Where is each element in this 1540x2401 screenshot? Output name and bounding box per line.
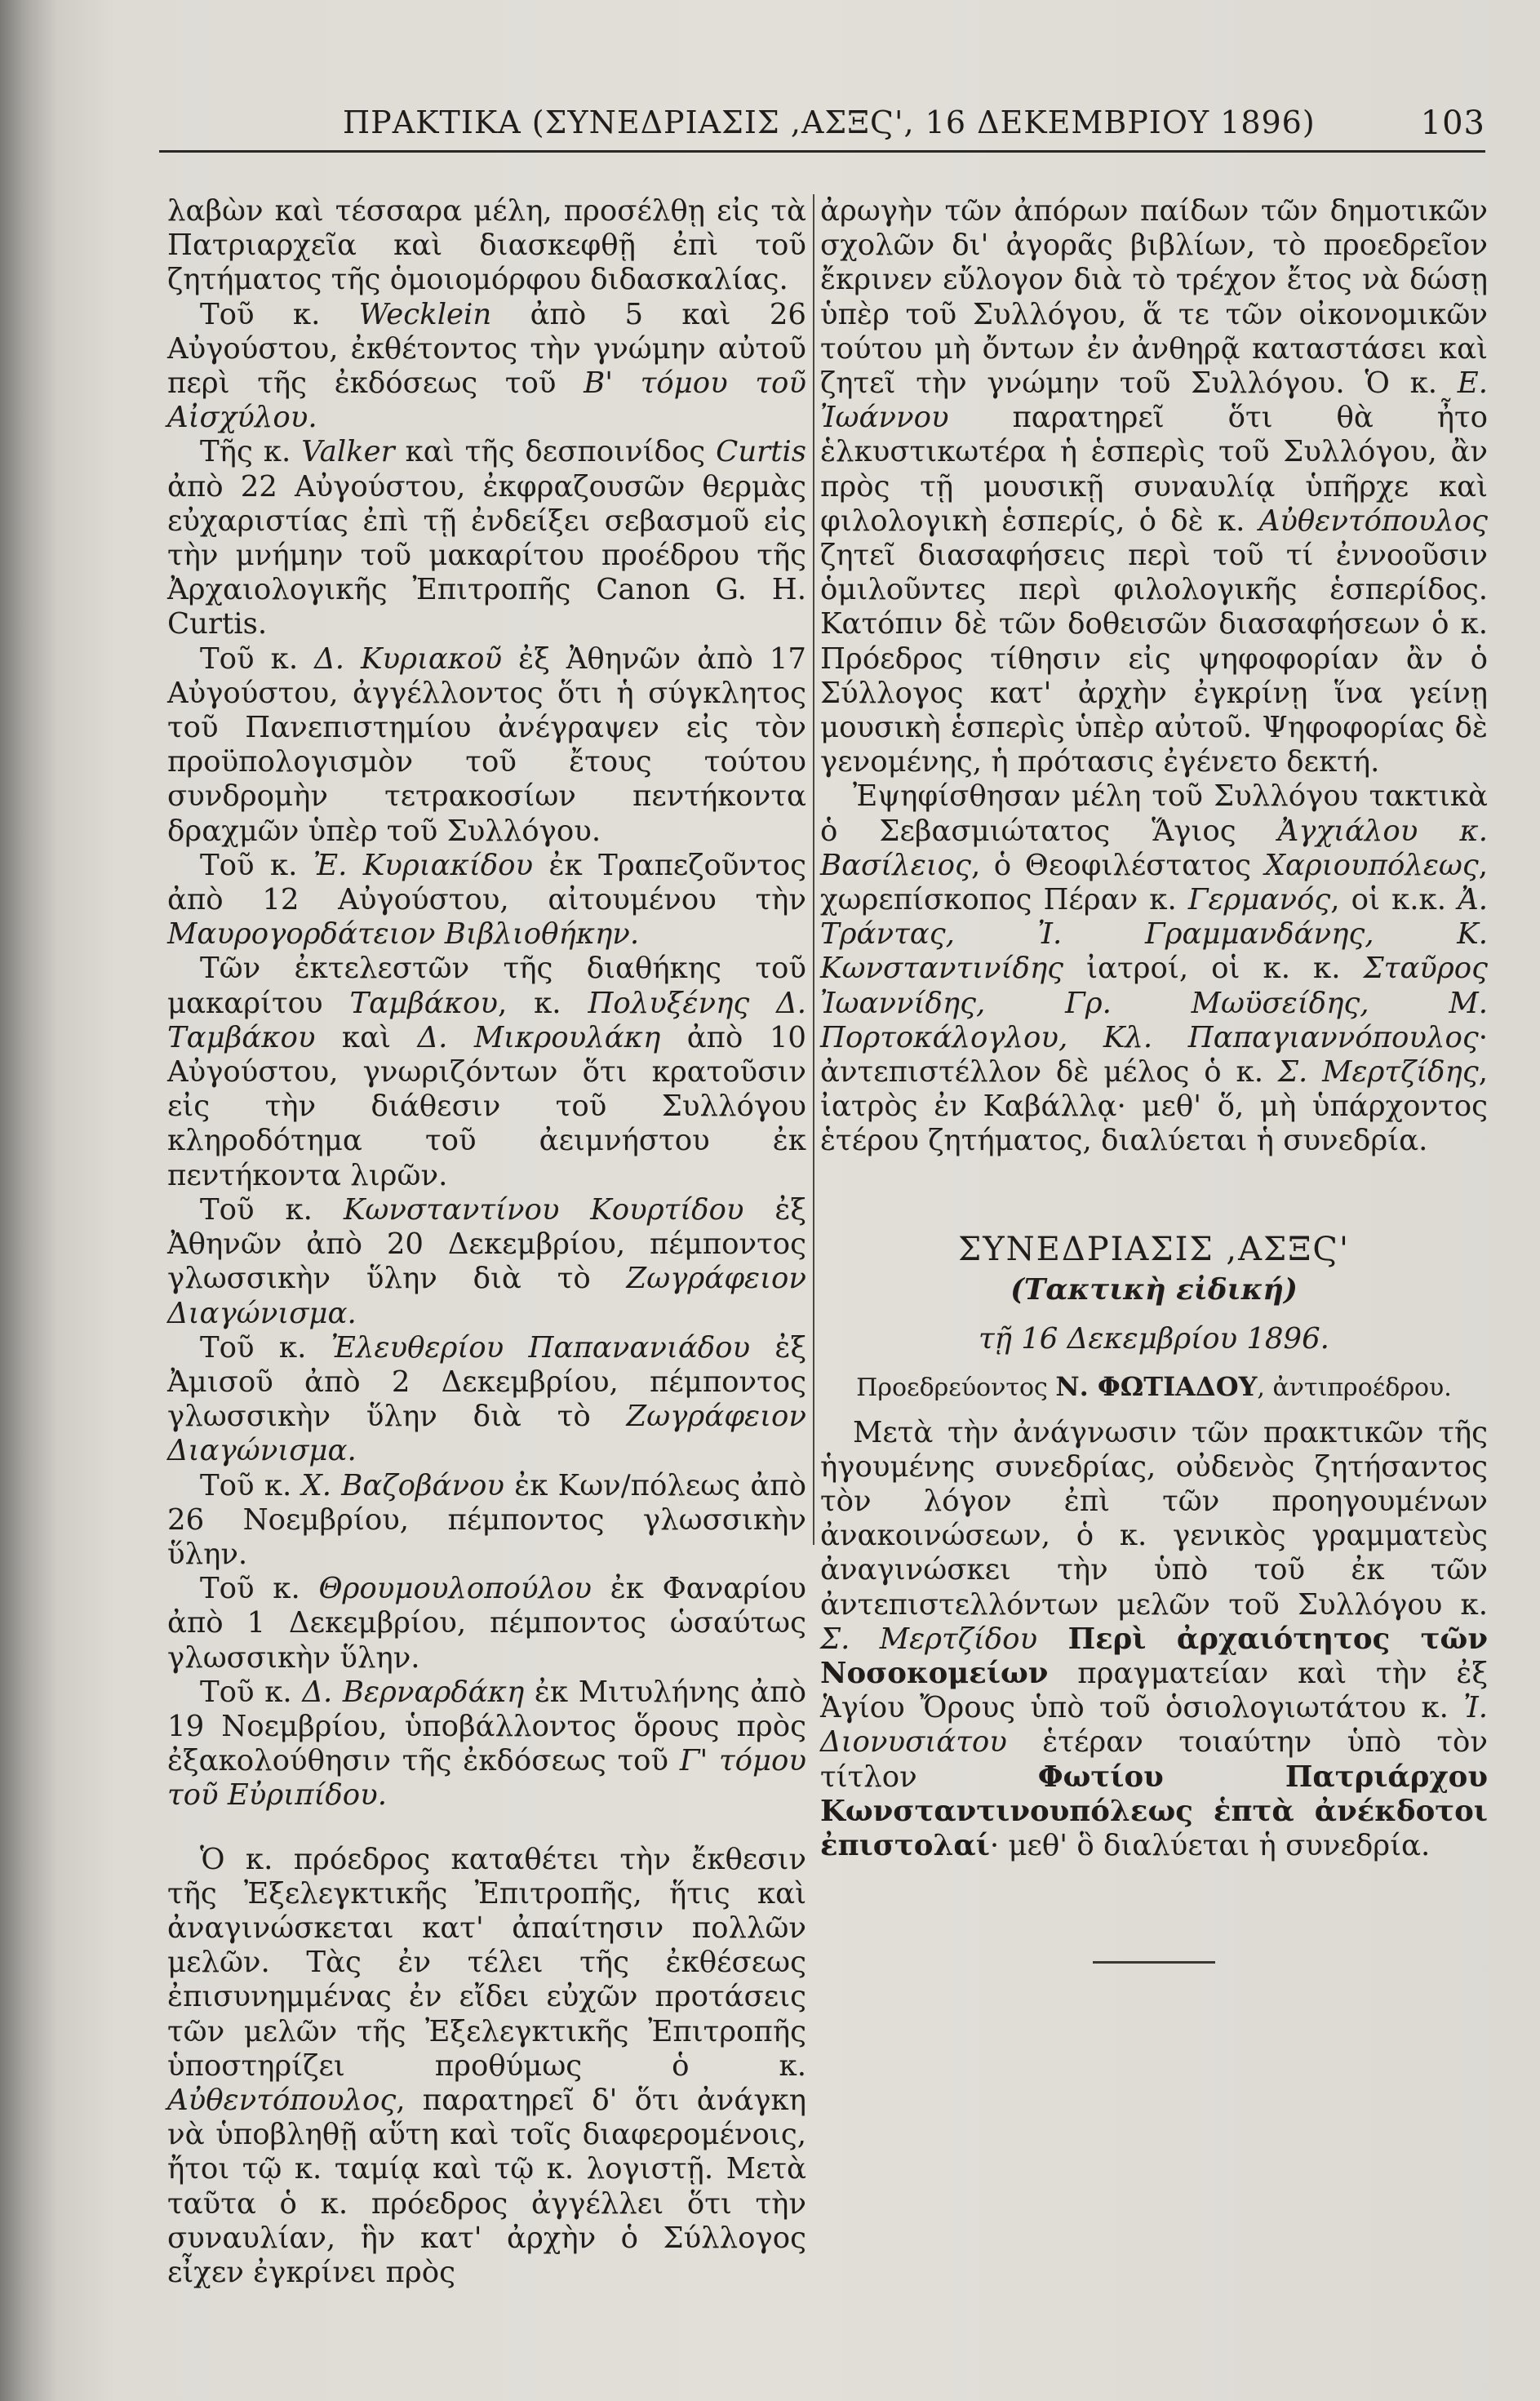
- paragraph: Τοῦ κ. Ἐλευθερίου Παπανανιάδου ἐξ Ἀμισοῦ ἀπὸ 2 Δεκεμβρίου, πέμποντος γλωσσικὴν ὕλην διὰ τὸ Ζωγράφειον Διαγώνισμα.: [167, 1330, 807, 1468]
- paragraph: Ἐψηφίσθησαν μέλη τοῦ Συλλόγου τακτικὰ ὁ Σεβασμιώτατος Ἅγιος Ἀγχιάλου κ. Βασίλειος, ὁ Θεοφιλέστατος Χαριουπόλεως, χωρεπίσκοπος Πέραν κ. Γερμανός, οἱ κ.κ. Ἀ. Τράντας, Ἰ. Γραμμανδάνης, Κ. Κωνσταντινίδης ἰατροί, οἱ κ. κ. Σταῦρος Ἰωαννίδης, Γρ. Μωϋσείδης, Μ. Πορτοκάλογλου, Κλ. Παπαγιαννόπουλος· ἀντεπιστέλλον δὲ μέλος ὁ κ. Σ. Μερτζίδης, ἰατρὸς ἐν Καβάλλᾳ· μεθ' ὅ, μὴ ὑπάρχοντος ἑτέρου ζητήματος, διαλύεται ἡ συνεδρία.: [820, 779, 1488, 1158]
- paragraph: Τοῦ κ. Wecklein ἀπὸ 5 καὶ 26 Αὐγούστου, ἐκθέτοντος τὴν γνώμην αὐτοῦ περὶ τῆς ἐκδόσεως τοῦ Β' τόμου τοῦ Αἰσχύλου.: [167, 297, 806, 435]
- running-title: ΠΡΑΚΤΙΚΑ (ΣΥΝΕΔΡΙΑΣΙΣ ,ΑΣΞϚ', 16 ΔΕΚΕΜΒΡΙΟΥ 1896): [343, 104, 1316, 140]
- end-rule: [1093, 1961, 1215, 1964]
- paragraph: Τοῦ κ. Χ. Βαζοβάνου ἐκ Κων/πόλεως ἀπὸ 26 Νοεμβρίου, πέμποντος γλωσσικὴν ὕλην.: [167, 1468, 806, 1571]
- column-divider: [813, 194, 814, 1545]
- header-rule: [159, 150, 1485, 153]
- paragraph: Τοῦ κ. Θρουμουλοπούλου ἐκ Φαναρίου ἀπὸ 1 Δεκεμβρίου, πέμποντος ὡσαύτως γλωσσικὴν ὕλην.: [167, 1572, 806, 1675]
- paragraph: Τοῦ κ. Δ. Βερναρδάκη ἐκ Μιτυλήνης ἀπὸ 19 Νοεμβρίου, ὑποβάλλοντος ὅρους πρὸς ἐξακολούθησιν τῆς ἐκδόσεως τοῦ Γ' τόμου τοῦ Εὐριπίδου.: [167, 1675, 806, 1813]
- paragraph: Τῶν ἐκτελεστῶν τῆς διαθήκης τοῦ μακαρίτου Ταμβάκου, κ. Πολυξένης Δ. Ταμβάκου καὶ Δ. Μικρουλάκη ἀπὸ 10 Αὐγούστου, γνωριζόντων ὅτι κρατοῦσιν εἰς τὴν διάθεσιν τοῦ Συλλόγου κληροδότημα τοῦ ἀειμνήστου ἐκ πεντήκοντα λιρῶν.: [167, 952, 807, 1192]
- left-column: [167, 194, 806, 2290]
- paragraph: Τῆς κ. Valker καὶ τῆς δεσποινίδος Curtis ἀπὸ 22 Αὐγούστου, ἐκφραζουσῶν θερμὰς εὐχαριστίας ἐπὶ τῇ ἐνδείξει σεβασμοῦ εἰς τὴν μνήμην τοῦ μακαρίτου προέδρου τῆς Ἀρχαιολογικῆς Ἐπιτροπῆς Canon G. H. Curtis.: [167, 435, 806, 641]
- paragraph: λαβὼν καὶ τέσσαρα μέλη, προσέλθῃ εἰς τὰ Πατριαρχεῖα καὶ διασκεφθῇ ἐπὶ τοῦ ζητήματος τῆς ὁμοιομόρφου διδασκαλίας.: [167, 194, 806, 297]
- presider-line: Προεδρεύοντος Ν. ΦΩΤΙΑΔΟΥ, ἀντιπροέδρου.: [856, 1371, 1452, 1403]
- paragraph: Ὁ κ. πρόεδρος καταθέτει τὴν ἔκθεσιν τῆς Ἐξελεγκτικῆς Ἐπιτροπῆς, ἥτις καὶ ἀναγινώσκεται κατ' ἀπαίτησιν πολλῶν μελῶν. Τὰς ἐν τέλει τῆς ἐκθέσεως ἐπισυνημμένας ἐν εἴδει εὐχῶν προτάσεις τῶν μελῶν τῆς Ἐξελεγκτικῆς Ἐπιτροπῆς ὑποστηρίζει προθύμως ὁ κ. Αὐθεντόπουλος, παρατηρεῖ δ' ὅτι ἀνάγκη νὰ ὑποβληθῇ αὕτη καὶ τοῖς διαφερομένοις, ἤτοι τῷ κ. ταμίᾳ καὶ τῷ κ. λογιστῇ. Μετὰ ταῦτα ὁ κ. πρόεδρος ἀγγέλλει ὅτι τὴν συναυλίαν, ἣν κατ' ἀρχὴν ὁ Σύλλογος εἶχεν ἐγκρίνει πρὸς: [167, 1842, 806, 2289]
- paragraph: Τοῦ κ. Κωνσταντίνου Κουρτίδου ἐξ Ἀθηνῶν ἀπὸ 20 Δεκεμβρίου, πέμποντος γλωσσικὴν ὕλην διὰ τὸ Ζωγράφειον Διαγώνισμα.: [167, 1192, 806, 1330]
- right-column: [820, 194, 1488, 1964]
- session-subheading: (Τακτικὴ εἰδική): [1010, 1272, 1298, 1307]
- paragraph: Μετὰ τὴν ἀνάγνωσιν τῶν πρακτικῶν τῆς ἡγουμένης συνεδρίας, οὐδενὸς ζητήσαντος τὸν λόγον ἐπὶ τῶν προηγουμένων ἀνακοινώσεων, ὁ κ. γενικὸς γραμματεὺς ἀναγινώσκει τὴν ὑπὸ τοῦ ἐκ τῶν ἀντεπιστελλόντων μελῶν τοῦ Συλλόγου κ. Σ. Μερτζίδου Περὶ ἀρχαιότητος τῶν Νοσοκομείων πραγματείαν καὶ τὴν ἐξ Ἁγίου Ὄρους ὑπὸ τοῦ ὁσιολογιωτάτου κ. Ἰ. Διονυσιάτου ἑτέραν τοιαύτην ὑπὸ τὸν τίτλον Φωτίου Πατριάρχου Κωνσταντινουπόλεως ἑπτὰ ἀνέκδοτοι ἐπιστολαί· μεθ' ὃ διαλύεται ἡ συνεδρία.: [820, 1415, 1488, 1862]
- paragraph: Τοῦ κ. Δ. Κυριακοῦ ἐξ Ἀθηνῶν ἀπὸ 17 Αὐγούστου, ἀγγέλλοντος ὅτι ἡ σύγκλητος τοῦ Πανεπιστημίου ἀνέγραψεν εἰς τὸν προϋπολογισμὸν τοῦ ἔτους τούτου συνδρομὴν τετρακοσίων πεντήκοντα δραχμῶν ὑπὲρ τοῦ Συλλόγου.: [167, 641, 806, 848]
- session-date: τῇ 16 Δεκεμβρίου 1896.: [979, 1322, 1329, 1356]
- running-header: [343, 104, 1485, 153]
- page-number: 103: [1420, 104, 1485, 142]
- paragraph: ἀρωγὴν τῶν ἀπόρων παίδων τῶν δημοτικῶν σχολῶν δι' ἀγορᾶς βιβλίων, τὸ προεδρεῖον ἔκρινεν εὔλογον διὰ τὸ τρέχον ἔτος νὰ δώσῃ ὑπὲρ τοῦ Συλλόγου, ἅ τε τῶν οἰκονομικῶν τούτου μὴ ὄντων ἐν ἀνθηρᾷ καταστάσει καὶ ζητεῖ τὴν γνώμην τοῦ Συλλόγου. Ὁ κ. Ε. Ἰωάννου παρατηρεῖ ὅτι θὰ ἦτο ἑλκυστικωτέρα ἡ ἑσπερὶς τοῦ Συλλόγου, ἂν πρὸς τῇ μουσικῇ συναυλίᾳ ὑπῆρχε καὶ φιλολογικὴ ἑσπερίς, ὁ δὲ κ. Αὐθεντόπουλος ζητεῖ διασαφήσεις περὶ τοῦ τί ἐννοοῦσιν ὁμιλοῦντες περὶ φιλολογικῆς ἑσπερίδος. Κατόπιν δὲ τῶν δοθεισῶν διασαφήσεων ὁ κ. Πρόεδρος τίθησιν εἰς ψηφοφορίαν ἂν ὁ Σύλλογος κατ' ἀρχὴν ἐγκρίνῃ ἵνα γείνῃ μουσικὴ ἑσπερὶς ὑπὲρ αὐτοῦ. Ψηφοφορίας δὲ γενομένης, ἡ πρότασις ἐγένετο δεκτή.: [820, 194, 1488, 779]
- session-heading: ΣΥΝΕΔΡΙΑΣΙΣ ,ΑΣΞϚ': [957, 1230, 1351, 1268]
- paragraph: Τοῦ κ. Ἐ. Κυριακίδου ἐκ Τραπεζοῦντος ἀπὸ 12 Αὐγούστου, αἰτουμένου τὴν Μαυρογορδάτειον Βιβλιοθήκην.: [167, 848, 806, 952]
